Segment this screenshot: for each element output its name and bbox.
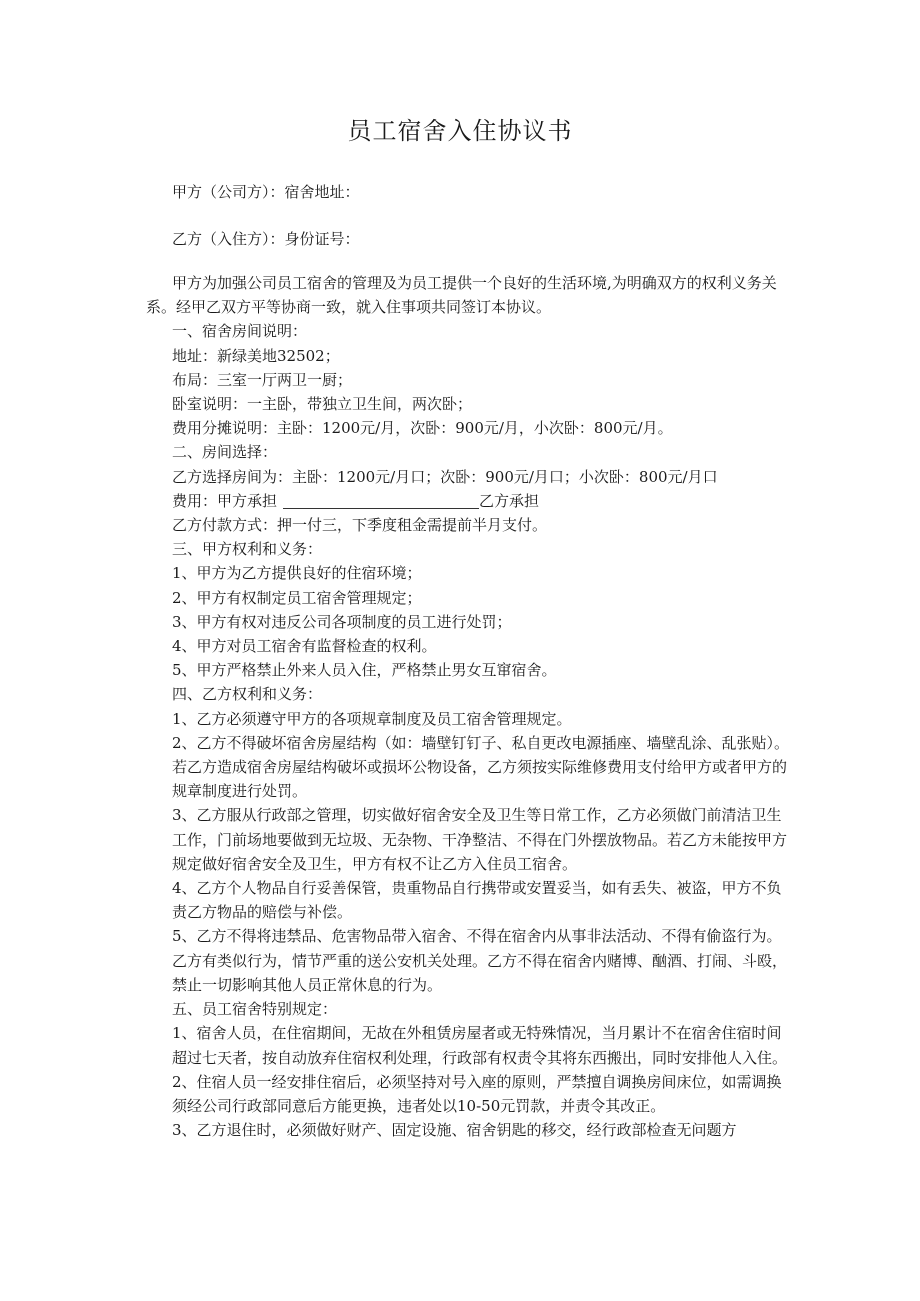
section1-heading: 一、宿舍房间说明： [172, 322, 308, 341]
party-a-line: 甲方（公司方）：宿舍地址： [172, 183, 360, 201]
section4-item: 1、乙方必须遵守甲方的各项规章制度及员工宿舍管理规定。 [172, 709, 572, 728]
section5-item: 3、乙方退住时，必须做好财产、固定设施、宿舍钥匙的移交，经行政部检查无问题方 [172, 1121, 737, 1140]
section1-layout: 布局：三室一厅两卫一厨； [172, 370, 353, 389]
section4-item: 4、乙方个人物品自行妥善保管，贵重物品自行携带或安置妥当，如有丢失、被盗，甲方不负责乙方物品的赔偿与补偿。 [172, 879, 782, 922]
fee-suffix: 乙方承担 [479, 491, 540, 510]
section3-item: 5、甲方严格禁止外来人员入住，严格禁止男女互窜宿舍。 [172, 661, 557, 680]
fee-blank [283, 492, 479, 509]
section3-item: 4、甲方对员工宿舍有监督检查的权利。 [172, 637, 437, 656]
section2-choice: 乙方选择房间为：主卧：1200元/月口；次卧：900元/月口；小次卧：800元/月口 [172, 467, 718, 486]
section2-heading: 二、房间选择： [172, 443, 278, 462]
section4-item: 3、乙方服从行政部之管理，切实做好宿舍安全及卫生等日常工作，乙方必须做门前清洁卫生工作，门前场地要做到无垃圾、无杂物、干净整洁、不得在门外摆放物品。若乙方未能按甲方规定做好宿舍安全及卫生，甲方有权不让乙方入住员工宿舍。 [172, 806, 788, 873]
section1-fees: 费用分摊说明：主卧：1200元/月，次卧：900元/月，小次卧：800元/月。 [172, 419, 673, 438]
section2-fee-line [172, 489, 792, 513]
section1-bedrooms: 卧室说明：一主卧，带独立卫生间，两次卧； [172, 395, 473, 414]
section5-heading: 五、员工宿舍特别规定： [172, 1000, 338, 1019]
section4-item: 5、乙方不得将违禁品、危害物品带入宿舍、不得在宿舍内从事非法活动、不得有偷盗行为。乙方有类似行为，情节严重的送公安机关处理。乙方不得在宿舍内赌博、酗酒、打闹、斗殴，禁止一切影响其他人员正常休息的行为。 [172, 927, 788, 994]
section4-heading: 四、乙方权利和义务： [172, 685, 323, 704]
section4-item: 2、乙方不得破坏宿舍房屋结构（如：墙壁钉钉子、私自更改电源插座、墙壁乱涂、乱张贴）。若乙方造成宿舍房屋结构破坏或损坏公物设备，乙方须按实际维修费用支付给甲方或者甲方的规章制度进行处罚。 [172, 733, 790, 801]
section3-item: 2、甲方有权制定员工宿舍管理规定； [172, 588, 422, 607]
fee-prefix: 费用：甲方承担 [172, 491, 278, 510]
agreement-body [146, 271, 792, 1142]
section2-payment: 乙方付款方式：押一付三，下季度租金需提前半月支付。 [172, 516, 548, 535]
section1-address: 地址：新绿美地32502； [172, 346, 340, 365]
section5-item: 2、住宿人员一经安排住宿后，必须坚持对号入座的原则，严禁擅自调换房间床位，如需调换须经公司行政部同意后方能更换，违者处以10-50元罚款，并责令其改正。 [172, 1072, 782, 1115]
section3-item: 1、甲方为乙方提供良好的住宿环境； [172, 564, 422, 583]
intro-paragraph: 甲方为加强公司员工宿舍的管理及为员工提供一个良好的生活环境,为明确双方的权利义务关系。经甲乙双方平等协商一致，就入住事项共同签订本协议。 [146, 274, 777, 317]
section3-item: 3、甲方有权对违反公司各项制度的员工进行处罚； [172, 612, 512, 631]
party-b-line: 乙方（入住方）：身份证号： [172, 230, 360, 248]
section3-heading: 三、甲方权利和义务： [172, 540, 323, 559]
document-title: 员工宿舍入住协议书 [347, 117, 573, 145]
section5-item: 1、宿舍人员，在住宿期间，无故在外租赁房屋者或无特殊情况，当月累计不在宿舍住宿时间超过七天者，按自动放弃住宿权利处理，行政部有权责令其将东西搬出，同时安排他人入住。 [172, 1024, 788, 1067]
